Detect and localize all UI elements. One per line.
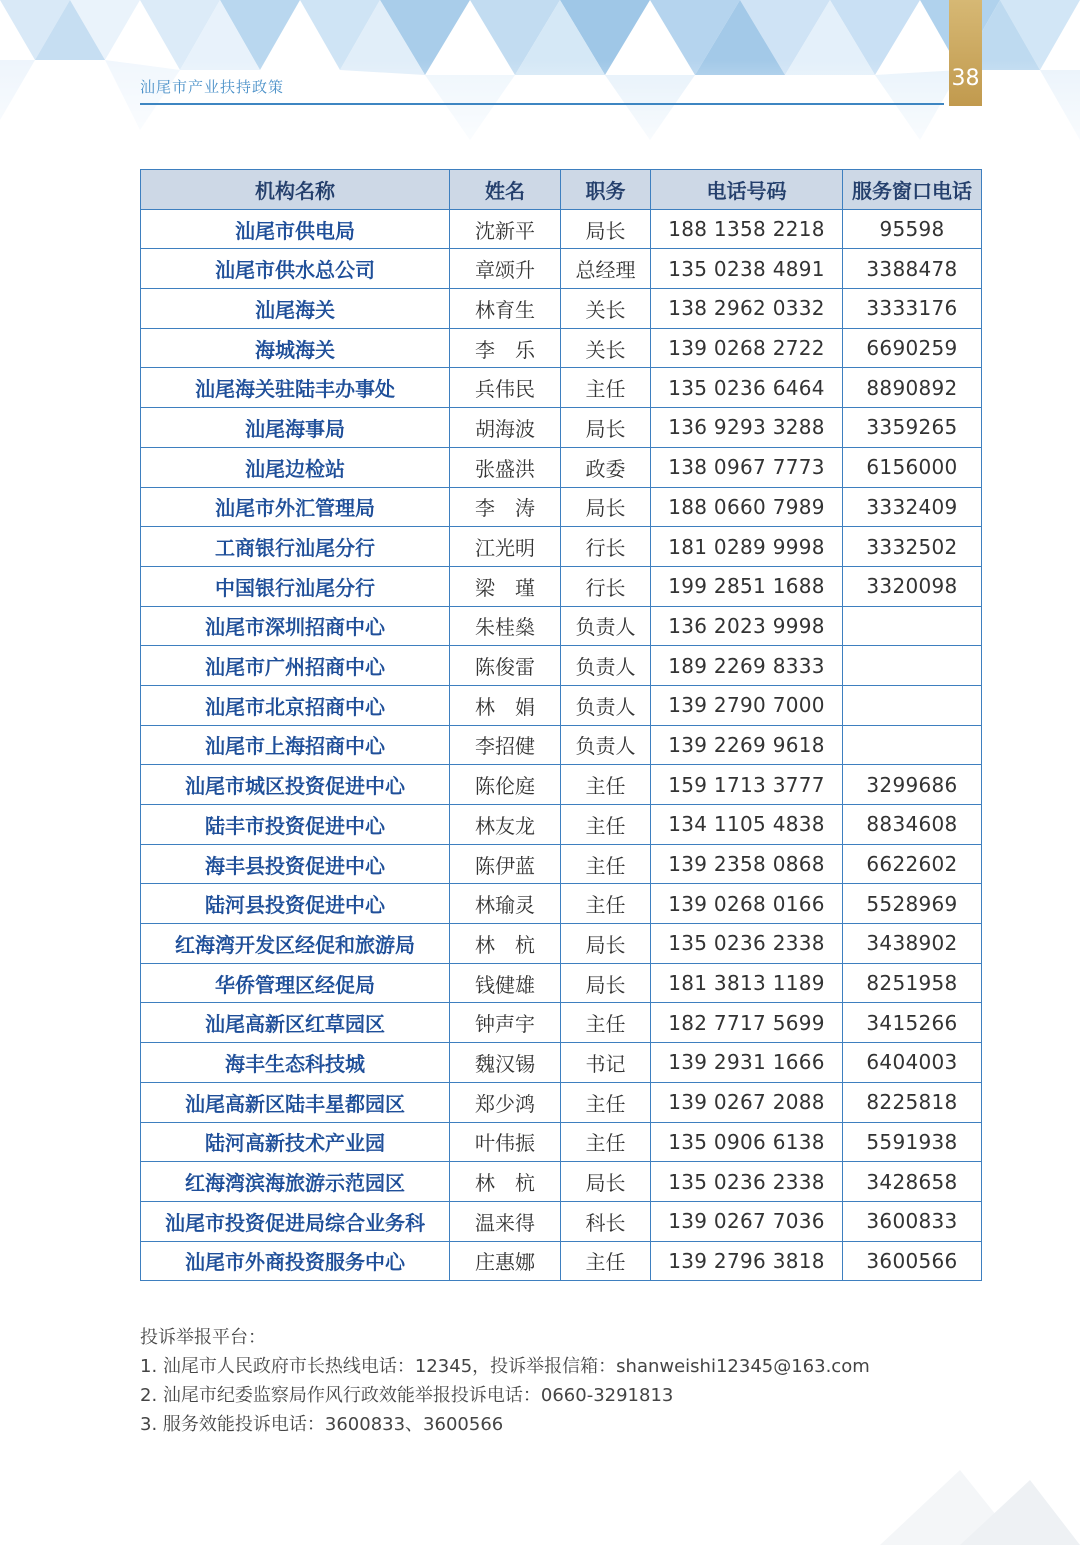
row-name: 李 乐 — [450, 328, 561, 368]
row-position: 局长 — [561, 924, 651, 964]
row-name: 温来得 — [450, 1201, 561, 1241]
row-position: 主任 — [561, 844, 651, 884]
table-row — [141, 646, 982, 686]
row-org: 海丰生态科技城 — [141, 1043, 450, 1083]
row-org: 汕尾市外汇管理局 — [141, 487, 450, 527]
table-row — [141, 1003, 982, 1043]
row-position: 负责人 — [561, 606, 651, 646]
row-window-phone: 8225818 — [843, 1082, 982, 1122]
row-org: 汕尾市深圳招商中心 — [141, 606, 450, 646]
row-position: 总经理 — [561, 249, 651, 289]
row-window-phone: 3438902 — [843, 924, 982, 964]
complaint-item: 3. 服务效能投诉电话：3600833、3600566 — [140, 1414, 504, 1435]
row-org: 红海湾滨海旅游示范园区 — [141, 1162, 450, 1202]
row-org: 陆丰市投资促进中心 — [141, 805, 450, 845]
row-phone: 139 0267 7036 — [651, 1201, 843, 1241]
row-name: 钟声宇 — [450, 1003, 561, 1043]
row-org: 海城海关 — [141, 328, 450, 368]
row-position: 行长 — [561, 566, 651, 606]
row-name: 李招健 — [450, 725, 561, 765]
row-name: 李 涛 — [450, 487, 561, 527]
row-org: 中国银行汕尾分行 — [141, 566, 450, 606]
row-org: 陆河高新技术产业园 — [141, 1122, 450, 1162]
table-row — [141, 249, 982, 289]
row-phone: 135 0236 2338 — [651, 924, 843, 964]
row-org: 汕尾市供水总公司 — [141, 249, 450, 289]
row-phone: 188 0660 7989 — [651, 487, 843, 527]
row-org: 汕尾海关 — [141, 289, 450, 329]
table-row — [141, 606, 982, 646]
row-name: 张盛洪 — [450, 447, 561, 487]
row-phone: 136 9293 3288 — [651, 408, 843, 448]
row-org: 陆河县投资促进中心 — [141, 884, 450, 924]
row-org: 红海湾开发区经促和旅游局 — [141, 924, 450, 964]
row-position: 局长 — [561, 209, 651, 249]
row-name: 林育生 — [450, 289, 561, 329]
row-phone: 135 0238 4891 — [651, 249, 843, 289]
row-phone: 135 0236 2338 — [651, 1162, 843, 1202]
row-window-phone: 8890892 — [843, 368, 982, 408]
table-row — [141, 884, 982, 924]
complaint-item: 1. 汕尾市人民政府市长热线电话：12345，投诉举报信箱：shanweishi12345@163.com — [140, 1356, 870, 1377]
row-window-phone: 6404003 — [843, 1043, 982, 1083]
row-position: 关长 — [561, 328, 651, 368]
row-org: 汕尾市上海招商中心 — [141, 725, 450, 765]
row-org: 汕尾市北京招商中心 — [141, 685, 450, 725]
row-name: 胡海波 — [450, 408, 561, 448]
row-phone: 159 1713 3777 — [651, 765, 843, 805]
row-org: 汕尾市城区投资促进中心 — [141, 765, 450, 805]
corner-decoration — [820, 1450, 1080, 1545]
column-header-window-phone: 服务窗口电话 — [843, 170, 982, 210]
row-position: 关长 — [561, 289, 651, 329]
row-position: 主任 — [561, 1082, 651, 1122]
row-name: 林 杭 — [450, 924, 561, 964]
row-window-phone: 3332409 — [843, 487, 982, 527]
row-window-phone — [843, 646, 982, 686]
row-org: 汕尾市广州招商中心 — [141, 646, 450, 686]
row-window-phone: 95598 — [843, 209, 982, 249]
row-window-phone — [843, 725, 982, 765]
row-name: 林 杭 — [450, 1162, 561, 1202]
row-position: 负责人 — [561, 646, 651, 686]
column-header-org: 机构名称 — [141, 170, 450, 210]
row-window-phone: 3299686 — [843, 765, 982, 805]
row-window-phone: 6622602 — [843, 844, 982, 884]
row-phone: 135 0906 6138 — [651, 1122, 843, 1162]
row-org: 汕尾高新区陆丰星都园区 — [141, 1082, 450, 1122]
row-phone: 135 0236 6464 — [651, 368, 843, 408]
table-row — [141, 368, 982, 408]
row-position: 负责人 — [561, 685, 651, 725]
row-position: 主任 — [561, 1003, 651, 1043]
table-row — [141, 527, 982, 567]
row-phone: 138 0967 7773 — [651, 447, 843, 487]
row-position: 负责人 — [561, 725, 651, 765]
row-name: 钱健雄 — [450, 963, 561, 1003]
row-name: 魏汉锡 — [450, 1043, 561, 1083]
row-window-phone: 3428658 — [843, 1162, 982, 1202]
row-position: 科长 — [561, 1201, 651, 1241]
row-org: 汕尾海关驻陆丰办事处 — [141, 368, 450, 408]
row-window-phone: 3388478 — [843, 249, 982, 289]
row-name: 兵伟民 — [450, 368, 561, 408]
row-position: 主任 — [561, 1122, 651, 1162]
contact-table — [140, 169, 982, 1281]
table-row — [141, 447, 982, 487]
table-row — [141, 685, 982, 725]
column-header-position: 职务 — [561, 170, 651, 210]
row-org: 汕尾高新区红草园区 — [141, 1003, 450, 1043]
row-name: 陈俊雷 — [450, 646, 561, 686]
row-name: 林 娟 — [450, 685, 561, 725]
table-row — [141, 1082, 982, 1122]
table-row — [141, 765, 982, 805]
row-window-phone: 5591938 — [843, 1122, 982, 1162]
row-position: 局长 — [561, 1162, 651, 1202]
column-header-name: 姓名 — [450, 170, 561, 210]
row-position: 行长 — [561, 527, 651, 567]
row-phone: 139 2796 3818 — [651, 1241, 843, 1281]
row-window-phone: 8834608 — [843, 805, 982, 845]
row-org: 汕尾市外商投资服务中心 — [141, 1241, 450, 1281]
row-position: 主任 — [561, 368, 651, 408]
row-position: 书记 — [561, 1043, 651, 1083]
table-row — [141, 1162, 982, 1202]
row-position: 政委 — [561, 447, 651, 487]
row-position: 局长 — [561, 963, 651, 1003]
row-position: 局长 — [561, 408, 651, 448]
row-org: 汕尾市供电局 — [141, 209, 450, 249]
row-window-phone: 3332502 — [843, 527, 982, 567]
row-window-phone — [843, 685, 982, 725]
row-phone: 199 2851 1688 — [651, 566, 843, 606]
row-phone: 139 2931 1666 — [651, 1043, 843, 1083]
table-row — [141, 209, 982, 249]
row-name: 朱桂燊 — [450, 606, 561, 646]
complaint-section — [140, 1323, 1040, 1439]
row-phone: 189 2269 8333 — [651, 646, 843, 686]
row-org: 华侨管理区经促局 — [141, 963, 450, 1003]
row-window-phone: 3359265 — [843, 408, 982, 448]
row-org: 工商银行汕尾分行 — [141, 527, 450, 567]
row-window-phone: 8251958 — [843, 963, 982, 1003]
table-row — [141, 805, 982, 845]
row-org: 汕尾海事局 — [141, 408, 450, 448]
row-phone: 139 2790 7000 — [651, 685, 843, 725]
row-phone: 182 7717 5699 — [651, 1003, 843, 1043]
table-row — [141, 725, 982, 765]
row-phone: 139 0267 2088 — [651, 1082, 843, 1122]
row-org: 海丰县投资促进中心 — [141, 844, 450, 884]
row-position: 主任 — [561, 805, 651, 845]
row-name: 林瑜灵 — [450, 884, 561, 924]
row-org: 汕尾边检站 — [141, 447, 450, 487]
row-phone: 181 0289 9998 — [651, 527, 843, 567]
header-rule — [140, 103, 944, 105]
table-row — [141, 1043, 982, 1083]
running-header-title: 汕尾市产业扶持政策 — [140, 78, 285, 96]
row-phone: 188 1358 2218 — [651, 209, 843, 249]
row-name: 庄惠娜 — [450, 1241, 561, 1281]
row-phone: 139 0268 0166 — [651, 884, 843, 924]
table-body — [141, 209, 982, 1281]
table-row — [141, 487, 982, 527]
row-window-phone: 3600566 — [843, 1241, 982, 1281]
table-row — [141, 963, 982, 1003]
row-phone: 139 0268 2722 — [651, 328, 843, 368]
row-position: 主任 — [561, 1241, 651, 1281]
complaint-item: 2. 汕尾市纪委监察局作风行政效能举报投诉电话：0660-3291813 — [140, 1385, 674, 1406]
table-row — [141, 844, 982, 884]
row-name: 郑少鸿 — [450, 1082, 561, 1122]
row-phone: 181 3813 1189 — [651, 963, 843, 1003]
row-window-phone: 3600833 — [843, 1201, 982, 1241]
row-position: 局长 — [561, 487, 651, 527]
row-phone: 138 2962 0332 — [651, 289, 843, 329]
table-row — [141, 924, 982, 964]
row-name: 梁 瑾 — [450, 566, 561, 606]
table-row — [141, 408, 982, 448]
row-name: 章颂升 — [450, 249, 561, 289]
complaint-title: 投诉举报平台： — [140, 1327, 266, 1348]
row-org: 汕尾市投资促进局综合业务科 — [141, 1201, 450, 1241]
row-window-phone: 3333176 — [843, 289, 982, 329]
table-header-row — [141, 170, 982, 210]
page-number: 38 — [951, 66, 980, 91]
row-window-phone: 6156000 — [843, 447, 982, 487]
row-window-phone: 5528969 — [843, 884, 982, 924]
row-phone: 139 2269 9618 — [651, 725, 843, 765]
table-row — [141, 1241, 982, 1281]
row-phone: 134 1105 4838 — [651, 805, 843, 845]
row-name: 林友龙 — [450, 805, 561, 845]
row-name: 陈伊蓝 — [450, 844, 561, 884]
row-window-phone — [843, 606, 982, 646]
column-header-phone: 电话号码 — [651, 170, 843, 210]
row-position: 主任 — [561, 765, 651, 805]
table-row — [141, 566, 982, 606]
row-window-phone: 6690259 — [843, 328, 982, 368]
row-name: 叶伟振 — [450, 1122, 561, 1162]
row-position: 主任 — [561, 884, 651, 924]
table-row — [141, 289, 982, 329]
row-phone: 136 2023 9998 — [651, 606, 843, 646]
row-phone: 139 2358 0868 — [651, 844, 843, 884]
row-window-phone: 3415266 — [843, 1003, 982, 1043]
table-row — [141, 328, 982, 368]
row-name: 陈伦庭 — [450, 765, 561, 805]
row-name: 江光明 — [450, 527, 561, 567]
row-name: 沈新平 — [450, 209, 561, 249]
row-window-phone: 3320098 — [843, 566, 982, 606]
table-row — [141, 1201, 982, 1241]
table-row — [141, 1122, 982, 1162]
